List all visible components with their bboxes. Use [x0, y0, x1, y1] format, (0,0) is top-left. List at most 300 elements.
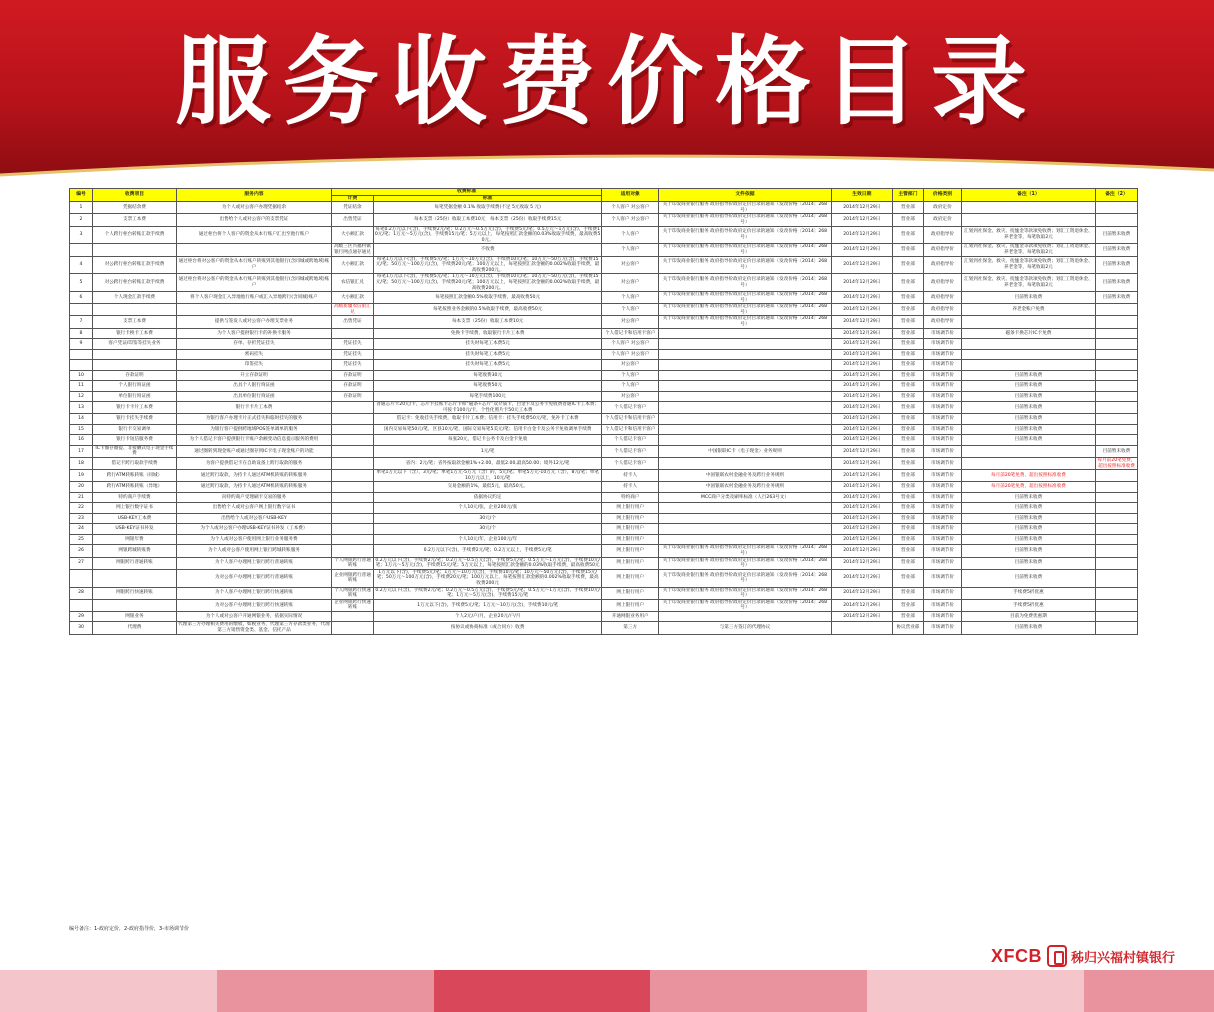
cell-dept: 营业部 — [892, 339, 923, 350]
cell-object: 持卡人 — [602, 470, 659, 482]
cell-item: 银行卡卡片工本费 — [93, 402, 177, 414]
stripe-segment — [304, 970, 347, 1012]
footnote: 编号备注：1-政府定价，2-政府指导价，3-市场调节价 — [69, 926, 189, 932]
cell-rate: 每笔0.2万元以下(含)，手续费2元/笔；0.2万元～0.5万元(含)，手续费5元/笔；0.5万元～1万元(含)，手续费10元/笔；1万元～5万元(含)，手续费15元/笔；5万元以上，每笔按照汇款金额的0.03%收取手续费，最高收费50元。 — [374, 226, 601, 243]
cell-item: 网上银行数字证书 — [93, 503, 177, 514]
cell-rate: 每笔手续费100元 — [373, 391, 601, 402]
table-row — [70, 587, 1138, 599]
cell-note2 — [1096, 328, 1138, 339]
cell-date: 2014年12月29日 — [831, 349, 892, 360]
fee-table — [69, 188, 1138, 635]
cell-object: 网上银行用户 — [602, 503, 659, 514]
cell-date: 2014年12月29日 — [831, 256, 892, 274]
cell-no: 15 — [70, 424, 93, 435]
cell-date: 2014年12月29日 — [831, 339, 892, 350]
cell-dept: 营业部 — [892, 445, 923, 457]
decorative-stripes — [0, 970, 1214, 1012]
table-row — [70, 274, 1138, 292]
cell-item: 网银跨城转账费 — [93, 545, 177, 557]
cell-no: 14 — [70, 414, 93, 425]
cell-object: 网上银行用户 — [602, 569, 659, 587]
cell-dept: 营业部 — [892, 226, 923, 244]
cell-basis: 凭证挂失 — [332, 349, 374, 360]
col-header-standard-basis: 计费 — [332, 195, 374, 202]
cell-date: 2014年12月29日 — [831, 360, 892, 371]
cell-object: 对公客户 — [602, 274, 659, 292]
cell-date: 2014年12月29日 — [831, 402, 892, 414]
bank-logo — [991, 942, 1175, 970]
table-row — [70, 214, 1138, 226]
cell-date: 2014年12月29日 — [831, 534, 892, 545]
table-row — [70, 370, 1138, 381]
cell-doc: 关于印发商业银行服务 政府指导价政府定价目录的通知（发改价格〔2014〕268 号） — [659, 316, 832, 328]
cell-basis — [332, 492, 374, 503]
cell-dept: 营业部 — [892, 599, 923, 611]
cell-object: 对公客户 — [602, 316, 659, 328]
cell-no: 11 — [70, 381, 93, 392]
table-row — [70, 328, 1138, 339]
cell-object: 个人客户 对公客户 — [602, 214, 659, 226]
cell-rate: 每本支票（25份）收取工本费10元 每本支票（25份）收取手续费15元 — [373, 214, 601, 226]
cell-note2: 目前暂未收费 — [1096, 274, 1138, 292]
cell-basis — [332, 611, 374, 622]
cell-note2 — [1096, 622, 1138, 634]
cell-date: 2014年12月29日 — [831, 202, 892, 214]
cell-doc: 关于印发商业银行服务 政府指导价政府定价目录的通知（发改价格〔2014〕268 号） — [659, 244, 832, 256]
cell-basis — [332, 402, 374, 414]
cell-no: 5 — [70, 274, 93, 292]
stripe-segment — [737, 970, 780, 1012]
cell-content: 为个人客户提供银行卡的补换卡服务 — [176, 328, 331, 339]
cell-basis: 企业网银跨行快速转账 — [332, 599, 374, 611]
cell-rate: 每笔按照业务金额的0.5%收取手续费，最高收费50元 — [373, 304, 601, 316]
cell-doc — [659, 391, 832, 402]
cell-no: 25 — [70, 534, 93, 545]
table-row — [70, 339, 1138, 350]
table-row — [70, 482, 1138, 493]
cell-note2 — [1096, 599, 1138, 611]
cell-rate: 普通芯片卡20元/卡，芯片卡挂账卡芯片卡和“磁条+芯片”双介质卡，白金卡及公务卡免收费普通IC卡工本费；可按卡100元/卡，个性化照片卡50元工本费 — [373, 402, 601, 414]
cell-basis — [332, 534, 374, 545]
cell-no: 2 — [70, 214, 93, 226]
stripe-segment — [347, 970, 390, 1012]
col-header-item: 收费项目 — [93, 189, 177, 202]
cell-date: 2014年12月29日 — [831, 435, 892, 446]
table-row — [70, 569, 1138, 587]
cell-no: 21 — [70, 492, 93, 503]
cell-pricing: 政府指导价 — [924, 316, 962, 328]
cell-note2 — [1096, 349, 1138, 360]
cell-pricing: 政府指导价 — [924, 244, 962, 256]
cell-doc: 关于印发商业银行服务 政府指导价政府定价目录的通知（发改价格〔2014〕268 号） — [659, 304, 832, 316]
cell-doc — [659, 503, 832, 514]
cell-no — [70, 599, 93, 611]
cell-content: 通过柜台将个人客户的资金从本行账户汇出至他行账户 — [176, 226, 331, 244]
cell-object: 网上银行用户 — [602, 545, 659, 557]
cell-date: 2014年12月29日 — [831, 445, 892, 457]
cell-pricing: 市场调节价 — [924, 492, 962, 503]
cell-dept: 营业部 — [892, 202, 923, 214]
cell-no — [70, 304, 93, 316]
stripe-segment — [1127, 970, 1170, 1012]
cell-rate: 国内交易每笔50元/笔，区县10元/笔，国际交易每笔5美元/笔；信用卡白金卡及公务卡免收调单手续费 — [373, 424, 601, 435]
cell-no: 6 — [70, 292, 93, 304]
cell-date: 2014年12月29日 — [831, 513, 892, 524]
cell-rate: 每笔收费30元 — [373, 370, 601, 381]
cell-date: 2014年12月29日 — [831, 503, 892, 514]
cell-no: 9 — [70, 339, 93, 350]
cell-pricing: 政府指导价 — [924, 292, 962, 304]
cell-date: 2014年12月29日 — [831, 492, 892, 503]
stripe-segment — [520, 970, 563, 1012]
cell-content: 提供与签发人或对公客户办理支票业务 — [176, 316, 331, 328]
cell-rate: 1元/笔 — [373, 445, 601, 457]
cell-pricing: 市场调节价 — [924, 503, 962, 514]
cell-basis: 高级新疆农信银汇兑 — [332, 304, 374, 316]
cell-dept: 营业部 — [892, 513, 923, 524]
table-row — [70, 445, 1138, 457]
table-row — [70, 503, 1138, 514]
stripe-segment — [43, 970, 86, 1012]
cell-no: 16 — [70, 435, 93, 446]
cell-note1: 汇划到社保金、救灾、抚恤金等款项免收费；划汇工资退休金、养老金等，每笔收取2元 — [961, 226, 1095, 244]
cell-item: 跨行ATM转账转账（同城） — [93, 470, 177, 482]
cell-note2: 目前暂未收费 — [1096, 445, 1138, 457]
cell-pricing: 政府定价 — [924, 214, 962, 226]
stripe-segment — [173, 970, 216, 1012]
cell-content: 为个人客户办理网上银行跨行快速转账 — [176, 587, 331, 599]
cell-note2 — [1096, 402, 1138, 414]
table-row — [70, 244, 1138, 256]
cell-note2 — [1096, 611, 1138, 622]
cell-date: 2014年12月29日 — [831, 470, 892, 482]
cell-note1: 目前暂未收费 — [961, 513, 1095, 524]
cell-doc — [659, 458, 832, 470]
cell-note1: 目前暂未收费 — [961, 402, 1095, 414]
cell-object: 个人借记卡客户 — [602, 445, 659, 457]
cell-basis — [332, 513, 374, 524]
cell-item: IC卡圈存圈提、非接触式电子现金手续费 — [93, 445, 177, 457]
table-row — [70, 492, 1138, 503]
cell-item: 存款证明 — [93, 370, 177, 381]
cell-dept: 营业部 — [892, 292, 923, 304]
cell-dept: 营业部 — [892, 214, 923, 226]
stripe-segment — [954, 970, 997, 1012]
cell-dept: 营业部 — [892, 414, 923, 425]
cell-note2 — [1096, 360, 1138, 371]
cell-date — [831, 622, 892, 634]
cell-no: 20 — [70, 482, 93, 493]
cell-dept: 营业部 — [892, 349, 923, 360]
cell-object: 网上银行用户 — [602, 557, 659, 569]
cell-object: 个人借记卡和信用卡客户 — [602, 424, 659, 435]
cell-note1 — [961, 339, 1095, 350]
table-row — [70, 470, 1138, 482]
cell-object: 网上银行用户 — [602, 534, 659, 545]
cell-dept: 营业部 — [892, 381, 923, 392]
cell-pricing: 政府指导价 — [924, 226, 962, 244]
cell-content: 出售给个人或对公客户网上银行数字证书 — [176, 503, 331, 514]
cell-content: 通过柜台将对公客户的资金从本行账户转账到其他银行(含同城或跨地域)账户 — [176, 256, 331, 274]
cell-item: 银行卡换卡工本费 — [93, 328, 177, 339]
cell-no: 17 — [70, 445, 93, 457]
cell-no — [70, 349, 93, 360]
stripe-segment — [260, 970, 303, 1012]
cell-note2 — [1096, 482, 1138, 493]
table-row — [70, 304, 1138, 316]
cell-content: 通过圈转到现金账户或通过圈存到IC卡电子现金账户的功能 — [176, 445, 331, 457]
table-row — [70, 414, 1138, 425]
cell-content: 为对公客户办理网上银行跨行快速转账 — [176, 599, 331, 611]
cell-date: 2014年12月29日 — [831, 226, 892, 244]
cell-rate: 依据协议约定 — [373, 492, 601, 503]
cell-object: 开通网银业务用户 — [602, 611, 659, 622]
cell-pricing: 市场调节价 — [924, 402, 962, 414]
cell-note2: 目前暂未收费 — [1096, 244, 1138, 256]
cell-note2 — [1096, 470, 1138, 482]
cell-rate: 0.2万元以下(含)，手续费2元/笔；0.2万元以上，手续费5元/笔 — [373, 545, 601, 557]
cell-object: 对公客户 — [602, 360, 659, 371]
cell-note1: 汇划到社保金、救灾、抚恤金等款项免收费；划汇工资退休金、养老金等，每笔收取2元 — [961, 244, 1095, 256]
cell-rate: 1万元以下(含)，手续费5元/笔；1万元～10万元(含)，手续费10元/笔；10万元～50万元(含)，手续费15元/笔；50万元～100万元(含)，手续费20元/笔；100万元以上，每笔按照汇款金额的0.002%收取手续费，最高收费200元 — [373, 569, 601, 587]
cell-doc — [659, 402, 832, 414]
cell-no: 1 — [70, 202, 93, 214]
stripe-segment — [217, 970, 260, 1012]
table-row — [70, 316, 1138, 328]
col-header-content: 服务内容 — [176, 189, 331, 202]
cell-doc: 关于印发商业银行服务 政府指导价政府定价目录的通知（发改价格〔2014〕268 号） — [659, 202, 832, 214]
cell-note1: 磁条卡换芯片IC卡免费 — [961, 328, 1095, 339]
cell-note1 — [961, 445, 1095, 457]
cell-basis — [332, 328, 374, 339]
cell-object: 个人借记卡和信用卡客户 — [602, 414, 659, 425]
col-header-note2: 备注（2） — [1096, 189, 1138, 202]
cell-no: 26 — [70, 545, 93, 557]
cell-pricing: 市场调节价 — [924, 414, 962, 425]
cell-rate: 30元/个 — [373, 513, 601, 524]
stripe-segment — [650, 970, 693, 1012]
cell-no: 4 — [70, 256, 93, 274]
cell-object: 个人客户 对公客户 — [602, 202, 659, 214]
cell-dept: 营业部 — [892, 470, 923, 482]
cell-pricing: 市场调节价 — [924, 470, 962, 482]
cell-rate: 0.2万元以下(含)，手续费2元/笔；0.2万元～0.5万元(含)，手续费5元/笔；0.5万元～1万元(含)，手续费10元/笔；1万元～5万元(含)，手续费15元/笔 — [375, 587, 600, 599]
cell-no: 8 — [70, 328, 93, 339]
cell-content — [176, 244, 331, 256]
cell-note2 — [1096, 381, 1138, 392]
cell-date: 2014年12月29日 — [831, 599, 892, 611]
cell-content: 通过跨行取款，为持卡人通过ATM机转账的转账服务 — [176, 470, 331, 482]
col-header-dept: 主管部门 — [892, 189, 923, 202]
cell-note1: 汇划到社保金、救灾、抚恤金等款项免收费；划汇工资退休金、养老金等，每笔收取2元 — [961, 256, 1095, 274]
table-header — [70, 189, 1138, 202]
stripe-segment — [997, 970, 1040, 1012]
cell-item: 个人跨行柜台转账汇款手续费 — [93, 226, 177, 244]
cell-rate: 交易金额的1%，最低5元，最高50元。 — [373, 482, 601, 493]
cell-pricing: 市场调节价 — [924, 557, 962, 569]
cell-basis — [332, 622, 374, 634]
cell-note1: 每月前20笔免费，超出按照标准收费 — [961, 482, 1095, 493]
cell-basis: 凭证挂失 — [332, 339, 374, 350]
cell-doc: 关于印发商业银行服务 政府指导价政府定价目录的通知（发改价格〔2014〕268 号） — [659, 256, 832, 274]
cell-rate: 30元/个 — [373, 524, 601, 535]
cell-rate: 每本支票（25份）收取工本费10元 — [373, 316, 601, 328]
cell-date: 2014年12月29日 — [831, 569, 892, 587]
cell-dept: 营业部 — [892, 611, 923, 622]
cell-pricing: 市场调节价 — [924, 370, 962, 381]
cell-note2 — [1096, 316, 1138, 328]
cell-content: 代理第三方办理相关费用的缴收，如税业务，代理第三方存款类业务，代理第三方销售资金类、基金、信托产品 — [178, 622, 330, 634]
cell-date: 2014年12月29日 — [831, 316, 892, 328]
cell-pricing: 市场调节价 — [924, 611, 962, 622]
cell-pricing: 市场调节价 — [924, 339, 962, 350]
cell-pricing: 政府指导价 — [924, 274, 962, 292]
cell-pricing: 市场调节价 — [924, 545, 962, 557]
table-row — [70, 545, 1138, 557]
cell-content: 向特约商户受理刷卡交易的服务 — [176, 492, 331, 503]
cell-note1: 目前暂未收费 — [961, 524, 1095, 535]
cell-basis — [332, 458, 374, 470]
cell-object: 个人客户 对公客户 — [602, 349, 659, 360]
cell-note2 — [1096, 304, 1138, 316]
table-body — [70, 202, 1138, 634]
cell-content: 存单、存折凭证挂失 — [176, 339, 331, 350]
cell-note2 — [1096, 524, 1138, 535]
cell-dept: 营业部 — [892, 482, 923, 493]
page-title: 服务收费价格目录 — [175, 26, 1039, 138]
stripe-segment — [1084, 970, 1127, 1012]
cell-content: 出售给个人或对公客户的支票凭证 — [176, 214, 331, 226]
cell-basis — [332, 414, 374, 425]
stripe-segment — [607, 970, 650, 1012]
cell-note1: 目前暂未收费 — [961, 545, 1095, 557]
cell-object: 个人客户 — [602, 244, 659, 256]
cell-note2 — [1096, 557, 1138, 569]
cell-basis: 存款证明 — [332, 391, 374, 402]
cell-no: 22 — [70, 503, 93, 514]
stripe-segment — [130, 970, 173, 1012]
col-header-pricing: 价格类别 — [924, 189, 962, 202]
cell-basis — [332, 482, 374, 493]
table-row — [70, 557, 1138, 569]
cell-item — [93, 244, 177, 256]
col-header-standard-rate: 标准 — [373, 195, 601, 202]
cell-doc — [659, 424, 832, 435]
cell-date: 2014年12月29日 — [831, 304, 892, 316]
cell-item — [93, 599, 177, 611]
cell-content: 为个人或对公客户办理凭据结余 — [176, 202, 331, 214]
cell-doc: 关于印发商业银行服务 政府指导价政府定价目录的通知（发改价格〔2014〕268 号） — [659, 557, 832, 569]
cell-content: 为个人或对公客户办理USB-KEY证书补发（工本费） — [176, 524, 331, 535]
cell-dept: 营业部 — [892, 304, 923, 316]
cell-no: 12 — [70, 391, 93, 402]
cell-no: 30 — [70, 622, 93, 634]
cell-rate: 按协议或协商标准（或合同方）收费 — [373, 622, 601, 634]
cell-doc: 与第三方签订的代理协议 — [659, 622, 832, 634]
cell-dept: 营业部 — [892, 557, 923, 569]
cell-item: USB-KEY工本费 — [93, 513, 177, 524]
cell-note2 — [1096, 492, 1138, 503]
table-row — [70, 381, 1138, 392]
cell-object: 个人客户 — [602, 292, 659, 304]
cell-object: 个人借记卡客户 — [602, 435, 659, 446]
cell-item: 个人银行询证函 — [93, 381, 177, 392]
cell-date: 2014年12月29日 — [831, 524, 892, 535]
cell-no: 18 — [70, 458, 93, 470]
cell-rate: 免换卡手续费，收取银行卡片工本费 — [373, 328, 601, 339]
cell-item — [93, 360, 177, 371]
cell-doc — [659, 513, 832, 524]
stripe-segment — [824, 970, 867, 1012]
cell-item: 支票工本费 — [93, 316, 177, 328]
cell-pricing: 市场调节价 — [924, 534, 962, 545]
stripe-segment — [1171, 970, 1214, 1012]
cell-rate: 1万元以下(含)，手续费5元/笔；1万元～10万元(含)，手续费10元/笔 — [373, 599, 601, 611]
cell-note2 — [1096, 414, 1138, 425]
cell-note1: 目前暂未收费 — [961, 370, 1095, 381]
cell-doc — [659, 349, 832, 360]
cell-basis: 个人网银跨行普通转账 — [332, 557, 374, 569]
cell-note1: 目前暂未收费 — [961, 435, 1095, 446]
cell-dept: 营业部 — [892, 534, 923, 545]
cell-note1: 目前暂未收费 — [961, 292, 1095, 304]
cell-no — [70, 244, 93, 256]
cell-content: 出售给个人或对公客户USB-KEY — [176, 513, 331, 524]
cell-note1 — [961, 214, 1095, 226]
cell-date: 2014年12月29日 — [831, 424, 892, 435]
cell-date: 2014年12月29日 — [831, 370, 892, 381]
cell-content: 密码挂失 — [176, 349, 331, 360]
cell-doc: 关于印发商业银行服务 政府指导价政府定价目录的通知（发改价格〔2014〕268 号） — [659, 545, 832, 557]
cell-note1 — [961, 349, 1095, 360]
table-row — [70, 349, 1138, 360]
cell-note2 — [1096, 339, 1138, 350]
cell-note2: 目前暂未收费 — [1096, 256, 1138, 274]
cell-rate: 每笔收费50元 — [373, 381, 601, 392]
cell-note2 — [1096, 513, 1138, 524]
cell-item: USB-KEY证书补发 — [93, 524, 177, 535]
table-row — [70, 292, 1138, 304]
cell-note1: 目前暂未收费 — [961, 391, 1095, 402]
cell-basis: 凭证挂失 — [332, 360, 374, 371]
cell-rate: 0.2万元以下(含)，手续费2元/笔；0.2万元～0.5万元(含)，手续费5元/笔；0.5万元～1万元(含)，手续费10元/笔；1万元～5万元(含)，手续费15元/笔；5万元以上，每笔按照汇款金额的0.03%收取手续费，最高收费50元 — [375, 557, 600, 569]
cell-doc: 关于印发商业银行服务 政府指导价政府定价目录的通知（发改价格〔2014〕268 号） — [659, 214, 832, 226]
cell-note1: 目前暂未收费 — [961, 569, 1095, 587]
cell-note1: 目前暂未收费 — [961, 503, 1095, 514]
cell-rate: 个人10元/年，企业100元/年 — [373, 534, 601, 545]
cell-content: 出具单位银行询证函 — [176, 391, 331, 402]
table-row — [70, 226, 1138, 244]
bank-code: XFCB — [991, 945, 1042, 966]
cell-date: 2014年12月29日 — [831, 391, 892, 402]
cell-item: 网银跨行快速转账 — [93, 587, 177, 599]
cell-doc — [659, 370, 832, 381]
cell-object: 网上银行用户 — [602, 513, 659, 524]
cell-date: 2014年12月29日 — [831, 381, 892, 392]
cell-no: 3 — [70, 226, 93, 244]
cell-note1 — [961, 202, 1095, 214]
cell-object: 个人客户 — [602, 304, 659, 316]
cell-no — [70, 360, 93, 371]
cell-date: 2014年12月29日 — [831, 482, 892, 493]
cell-note1: 每月前20笔免费，超出按照标准收费 — [961, 470, 1095, 482]
table-row — [70, 513, 1138, 524]
cell-basis — [332, 470, 374, 482]
table-row — [70, 611, 1138, 622]
cell-basis — [332, 435, 374, 446]
cell-date: 2014年12月29日 — [831, 611, 892, 622]
cell-object: 网上银行用户 — [602, 524, 659, 535]
